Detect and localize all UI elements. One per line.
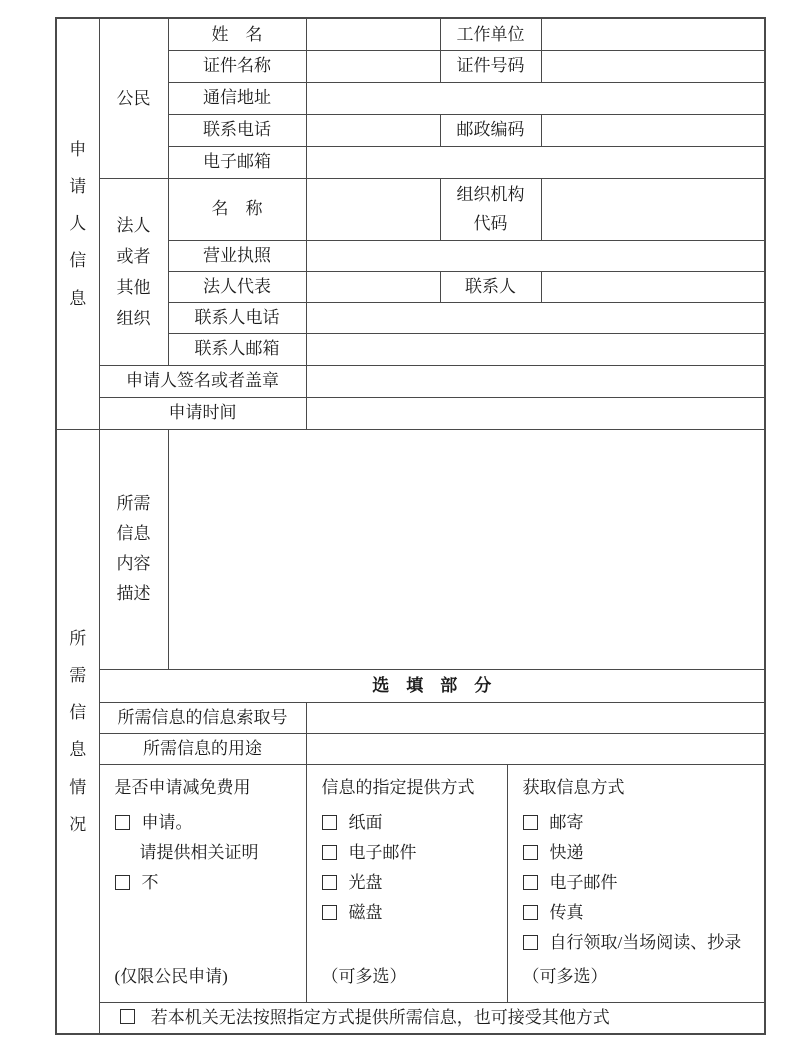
field-value-contact-phone[interactable] <box>306 302 765 333</box>
checkbox-icon[interactable] <box>322 875 337 890</box>
field-label-license: 营业执照 <box>168 240 306 271</box>
field-value-legal-rep[interactable] <box>306 271 440 302</box>
obtain-option-self-pickup[interactable]: 自行领取/当场阅读、抄录 <box>523 928 759 958</box>
checkbox-icon[interactable] <box>115 815 130 830</box>
field-value-apply-time[interactable] <box>306 397 765 429</box>
alternate-method-row <box>99 1002 765 1034</box>
field-label-contact-email: 联系人邮箱 <box>168 333 306 365</box>
fee-citizens-only-note: (仅限公民申请) <box>114 966 228 986</box>
citizen-group-label: 公民 <box>99 18 168 178</box>
provide-method-cell <box>306 764 507 1002</box>
provide-option-paper[interactable]: 纸面 <box>322 808 501 838</box>
field-label-contact: 联系人 <box>440 271 541 302</box>
field-value-index-number[interactable] <box>306 702 765 733</box>
field-value-name[interactable] <box>306 18 440 50</box>
field-value-contact-email[interactable] <box>306 333 765 365</box>
applicant-section-vertical-text: 申 请 人 信 息 <box>69 139 87 308</box>
provide-multi-select-note: （可多选） <box>321 966 407 986</box>
field-label-id-number: 证件号码 <box>440 50 541 82</box>
applicant-section-label <box>56 18 99 429</box>
field-label-address: 通信地址 <box>168 82 306 114</box>
checkbox-icon[interactable] <box>523 935 538 950</box>
obtain-method-cell <box>507 764 765 1002</box>
fee-waiver-title: 是否申请减免费用 <box>114 777 251 797</box>
field-label-name: 姓 名 <box>168 18 306 50</box>
obtain-option-express[interactable]: 快递 <box>523 838 759 868</box>
field-value-address[interactable] <box>306 82 765 114</box>
field-value-org-name[interactable] <box>306 178 440 240</box>
obtain-option-email[interactable]: 电子邮件 <box>523 868 759 898</box>
checkbox-icon[interactable] <box>120 1009 135 1024</box>
obtain-multi-select-note: （可多选） <box>522 966 608 986</box>
field-value-license[interactable] <box>306 240 765 271</box>
field-label-signature: 申请人签名或者盖章 <box>99 365 306 397</box>
field-value-postcode[interactable] <box>541 114 765 146</box>
field-label-org-code: 组织机构 代码 <box>440 178 541 240</box>
field-value-contact[interactable] <box>541 271 765 302</box>
field-label-apply-time: 申请时间 <box>99 397 306 429</box>
provide-option-email[interactable]: 电子邮件 <box>322 838 501 868</box>
obtain-method-title: 获取信息方式 <box>522 777 625 797</box>
field-value-description[interactable] <box>168 429 765 669</box>
fee-apply-note: 请提供相关证明 <box>139 842 259 862</box>
field-value-id-number[interactable] <box>541 50 765 82</box>
checkbox-icon[interactable] <box>523 905 538 920</box>
field-value-org-code[interactable] <box>541 178 765 240</box>
field-value-email[interactable] <box>306 146 765 178</box>
obtain-option-fax[interactable]: 传真 <box>523 898 759 928</box>
field-label-legal-rep: 法人代表 <box>168 271 306 302</box>
field-label-index-number: 所需信息的信息索取号 <box>99 702 306 733</box>
field-value-purpose[interactable] <box>306 733 765 764</box>
checkbox-icon[interactable] <box>523 845 538 860</box>
optional-section-header: 选 填 部 分 <box>99 669 765 702</box>
provide-option-disk[interactable]: 磁盘 <box>322 898 501 928</box>
field-label-contact-phone: 联系人电话 <box>168 302 306 333</box>
provide-method-title: 信息的指定提供方式 <box>321 777 475 797</box>
checkbox-icon[interactable] <box>322 815 337 830</box>
fee-option-apply[interactable]: 申请。 <box>115 808 300 838</box>
field-label-postcode: 邮政编码 <box>440 114 541 146</box>
field-value-signature[interactable] <box>306 365 765 397</box>
field-value-id-name[interactable] <box>306 50 440 82</box>
checkbox-icon[interactable] <box>115 875 130 890</box>
field-label-email: 电子邮箱 <box>168 146 306 178</box>
alternate-method-note: 若本机关无法按照指定方式提供所需信息，也可接受其他方式 <box>150 1008 610 1028</box>
obtain-option-mail[interactable]: 邮寄 <box>523 808 759 838</box>
required-info-section-vertical-text: 所 需 信 息 情 况 <box>69 628 87 834</box>
fee-waiver-cell <box>99 764 306 1002</box>
field-label-purpose: 所需信息的用途 <box>99 733 306 764</box>
fee-option-no[interactable]: 不 <box>115 868 300 898</box>
field-value-work-unit[interactable] <box>541 18 765 50</box>
field-label-org-name: 名 称 <box>168 178 306 240</box>
provide-option-cd[interactable]: 光盘 <box>322 868 501 898</box>
field-label-description: 所需 信息 内容 描述 <box>99 429 168 669</box>
required-info-section-label <box>56 429 99 1034</box>
application-form-table <box>55 17 766 1035</box>
field-label-phone: 联系电话 <box>168 114 306 146</box>
checkbox-icon[interactable] <box>322 905 337 920</box>
field-label-work-unit: 工作单位 <box>440 18 541 50</box>
checkbox-icon[interactable] <box>523 815 538 830</box>
legal-entity-group-label: 法人 或者 其他 组织 <box>99 178 168 365</box>
field-value-phone[interactable] <box>306 114 440 146</box>
checkbox-icon[interactable] <box>322 845 337 860</box>
field-label-id-name: 证件名称 <box>168 50 306 82</box>
checkbox-icon[interactable] <box>523 875 538 890</box>
